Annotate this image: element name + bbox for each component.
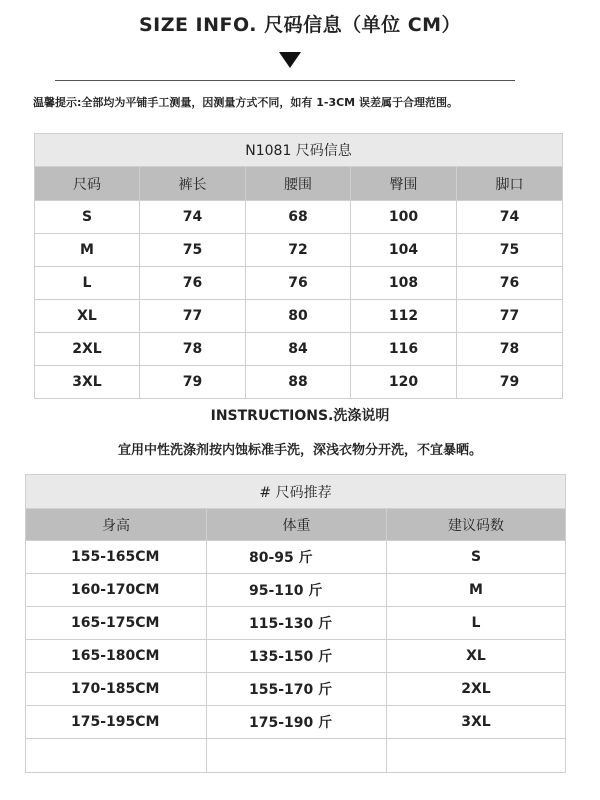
- size-cell: XL: [35, 300, 140, 333]
- length-cell: 76: [140, 267, 246, 300]
- size-cell: 2XL: [35, 333, 140, 366]
- header-hip: 臀围: [351, 167, 457, 201]
- waist-cell: 84: [246, 333, 351, 366]
- table-row: [26, 706, 566, 739]
- table-row: [35, 201, 563, 234]
- length-cell: 74: [140, 201, 246, 234]
- height-cell: 170-185CM: [26, 673, 207, 706]
- hip-cell: 100: [351, 201, 457, 234]
- size-cell: S: [35, 201, 140, 234]
- header-size: 尺码: [35, 167, 140, 201]
- table-row: [35, 333, 563, 366]
- table-row: [35, 234, 563, 267]
- measurement-notice: 温馨提示:全部均为平铺手工测量，因测量方式不同，如有 1-3CM 误差属于合理范围。: [33, 96, 458, 109]
- empty-cell: [26, 739, 207, 773]
- height-cell: 165-180CM: [26, 640, 207, 673]
- size-cell: 3XL: [35, 366, 140, 399]
- hem-cell: 79: [457, 366, 563, 399]
- header-suggested-size: 建议码数: [387, 509, 566, 541]
- hip-cell: 108: [351, 267, 457, 300]
- table-row: [35, 300, 563, 333]
- down-arrow-icon: [279, 52, 301, 68]
- weight-cell: 115-130 斤: [207, 607, 387, 640]
- table-row: [26, 640, 566, 673]
- height-cell: 165-175CM: [26, 607, 207, 640]
- table-row: [26, 574, 566, 607]
- size-recommend-table: [25, 474, 566, 773]
- hip-cell: 120: [351, 366, 457, 399]
- weight-cell: 80-95 斤: [207, 541, 387, 574]
- divider: [55, 80, 515, 81]
- waist-cell: 76: [246, 267, 351, 300]
- header-hem: 脚口: [457, 167, 563, 201]
- size-cell: L: [35, 267, 140, 300]
- height-cell: 175-195CM: [26, 706, 207, 739]
- suggested-size-cell: 2XL: [387, 673, 566, 706]
- waist-cell: 88: [246, 366, 351, 399]
- weight-cell: 135-150 斤: [207, 640, 387, 673]
- hem-cell: 77: [457, 300, 563, 333]
- weight-cell: 155-170 斤: [207, 673, 387, 706]
- empty-cell: [207, 739, 387, 773]
- length-cell: 77: [140, 300, 246, 333]
- header-waist: 腰围: [246, 167, 351, 201]
- weight-cell: 175-190 斤: [207, 706, 387, 739]
- suggested-size-cell: M: [387, 574, 566, 607]
- suggested-size-cell: XL: [387, 640, 566, 673]
- hem-cell: 74: [457, 201, 563, 234]
- header-height: 身高: [26, 509, 207, 541]
- hip-cell: 116: [351, 333, 457, 366]
- recommend-table-header: [26, 509, 566, 541]
- table-row: [26, 673, 566, 706]
- hem-cell: 75: [457, 234, 563, 267]
- height-cell: 160-170CM: [26, 574, 207, 607]
- waist-cell: 68: [246, 201, 351, 234]
- washing-instructions: 宜用中性洗涤剂按内蚀标准手洗，深浅衣物分开洗，不宜暴晒。: [117, 443, 482, 458]
- size-table-caption: N1081 尺码信息: [35, 134, 563, 167]
- hip-cell: 104: [351, 234, 457, 267]
- suggested-size-cell: 3XL: [387, 706, 566, 739]
- suggested-size-cell: S: [387, 541, 566, 574]
- hem-cell: 78: [457, 333, 563, 366]
- waist-cell: 80: [246, 300, 351, 333]
- length-cell: 78: [140, 333, 246, 366]
- suggested-size-cell: L: [387, 607, 566, 640]
- length-cell: 79: [140, 366, 246, 399]
- instructions-title: INSTRUCTIONS.洗涤说明: [210, 408, 390, 424]
- height-cell: 155-165CM: [26, 541, 207, 574]
- size-table: [34, 133, 563, 399]
- header-weight: 体重: [207, 509, 387, 541]
- table-row: [26, 607, 566, 640]
- recommend-table-caption: # 尺码推荐: [26, 475, 566, 509]
- hip-cell: 112: [351, 300, 457, 333]
- weight-cell: 95-110 斤: [207, 574, 387, 607]
- header-length: 裤长: [140, 167, 246, 201]
- size-cell: M: [35, 234, 140, 267]
- length-cell: 75: [140, 234, 246, 267]
- hem-cell: 76: [457, 267, 563, 300]
- empty-cell: [387, 739, 566, 773]
- table-row: [26, 541, 566, 574]
- empty-row: [26, 739, 566, 773]
- waist-cell: 72: [246, 234, 351, 267]
- size-table-header: [35, 167, 563, 201]
- page-title: SIZE INFO. 尺码信息（单位 CM）: [138, 14, 462, 36]
- table-row: [35, 267, 563, 300]
- table-row: [35, 366, 563, 399]
